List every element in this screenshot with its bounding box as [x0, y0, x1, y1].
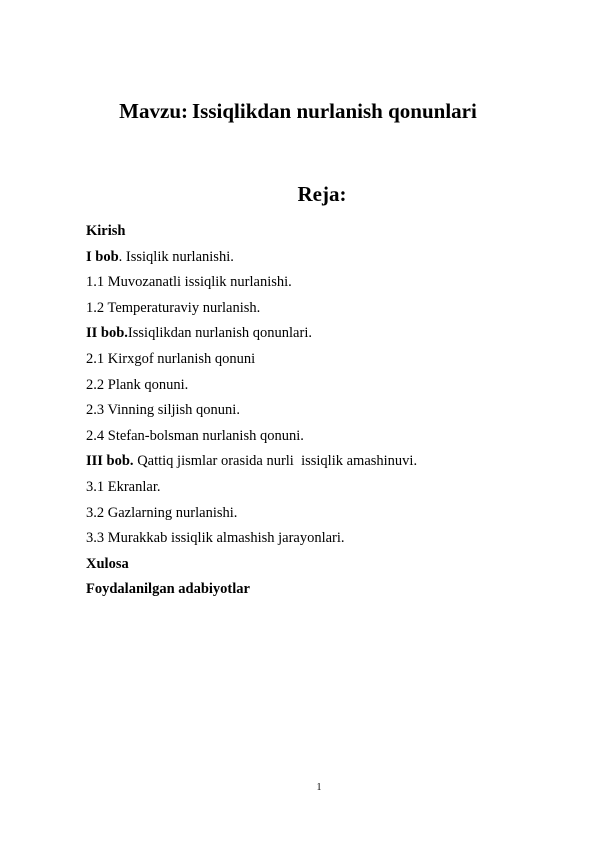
toc-item-1-1: 1.1 Muvozanatli issiqlik nurlanishi.: [86, 274, 292, 291]
plan-heading: Reja:: [297, 182, 347, 206]
title-prefix: Mavzu:: [119, 99, 188, 123]
toc-item-intro: Kirish: [86, 223, 126, 239]
toc-item-chapter-1: I bob. Issiqlik nurlanishi.: [86, 248, 234, 265]
toc-item-chapter-3: III bob. Qattiq jismlar orasida nurli issiqlik amashinuvi.: [86, 453, 418, 470]
toc-item-2-2: 2.2 Plank qonuni.: [86, 376, 189, 393]
toc-item-1-2: 1.2 Temperaturaviy nurlanish.: [86, 299, 261, 316]
toc-item-3-1: 3.1 Ekranlar.: [86, 478, 161, 495]
toc-item-2-1: 2.1 Kirxgof nurlanish qonuni: [86, 350, 256, 367]
document-title: [0, 97, 596, 125]
toc-item-3-3: 3.3 Murakkab issiqlik almashish jarayonlari.: [86, 530, 345, 547]
table-of-contents: [86, 219, 417, 603]
toc-item-2-4: 2.4 Stefan-bolsman nurlanish qonuni.: [86, 427, 304, 444]
page-number: 1: [316, 782, 322, 793]
toc-item-conclusion: Xulosa: [86, 555, 129, 572]
title-main: Issiqlikdan nurlanish qonunlari: [192, 99, 477, 123]
toc-item-references: Foydalanilgan adabiyotlar: [86, 581, 250, 598]
toc-item-2-3: 2.3 Vinning siljish qonuni.: [86, 402, 240, 419]
toc-item-3-2: 3.2 Gazlarning nurlanishi.: [86, 504, 238, 521]
toc-item-chapter-2: II bob.Issiqlikdan nurlanish qonunlari.: [86, 325, 312, 342]
